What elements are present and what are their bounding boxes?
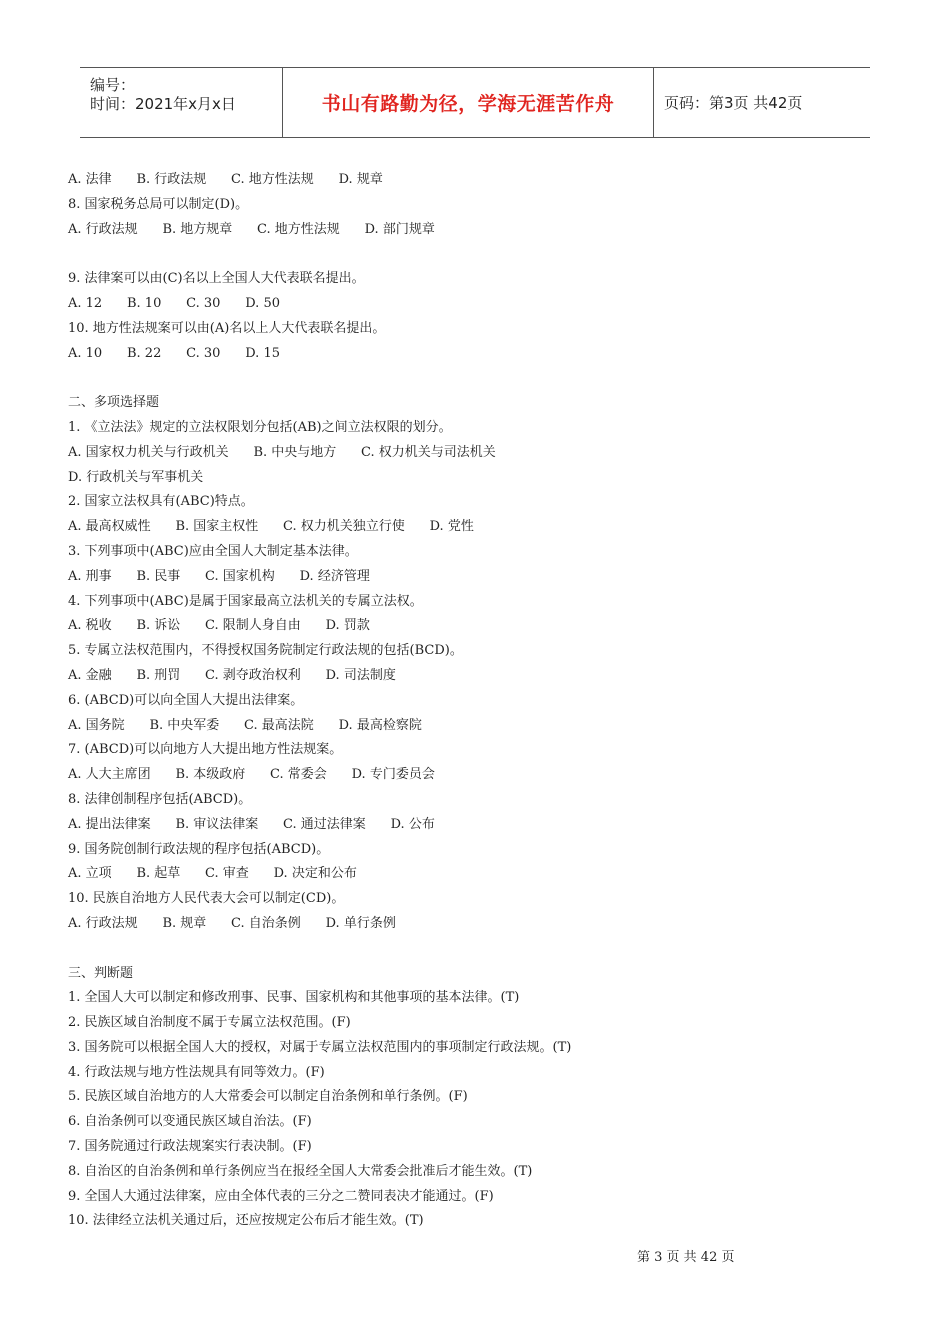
paragraph-gap (68, 937, 868, 962)
text-line: 三、判断题 (68, 965, 134, 981)
text-line: 2. 国家立法权具有(ABC)特点。 (68, 494, 254, 510)
paragraph-gap (68, 242, 868, 267)
text-line: 9. 全国人大通过法律案，应由全体代表的三分之二赞同表决才能通过。(F) (68, 1188, 494, 1204)
text-line: 5. 专属立法权范围内，不得授权国务院制定行政法规的包括(BCD)。 (68, 643, 463, 659)
text-line: A. 行政法规 B. 地方规章 C. 地方性法规 D. 部门规章 (68, 221, 435, 237)
document-body (68, 168, 868, 1234)
text-line: 10. 地方性法规案可以由(A)名以上人大代表联名提出。 (68, 320, 386, 336)
text-line: D. 行政机关与军事机关 (68, 469, 204, 485)
text-line: A. 12 B. 10 C. 30 D. 50 (68, 295, 280, 311)
text-line: 9. 法律案可以由(C)名以上全国人大代表联名提出。 (68, 271, 365, 287)
text-line: A. 立项 B. 起草 C. 审查 D. 决定和公布 (68, 866, 357, 882)
text-line: 4. 下列事项中(ABC)是属于国家最高立法机关的专属立法权。 (68, 593, 423, 609)
text-line: 4. 行政法规与地方性法规具有同等效力。(F) (68, 1064, 325, 1080)
header-page-info: 页码：第3页 共42页 (664, 94, 803, 112)
text-line: 1. 全国人大可以制定和修改刑事、民事、国家机构和其他事项的基本法律。(T) (68, 990, 520, 1006)
text-line: A. 金融 B. 刑罚 C. 剥夺政治权利 D. 司法制度 (68, 667, 396, 683)
text-line: 7. (ABCD)可以向地方人大提出地方性法规案。 (68, 742, 343, 758)
page-footer: 第 3 页 共 42 页 (637, 1250, 735, 1265)
text-line: A. 法律 B. 行政法规 C. 地方性法规 D. 规章 (68, 172, 383, 187)
text-line: 8. 法律创制程序包括(ABCD)。 (68, 791, 252, 807)
text-line: 9. 国务院创制行政法规的程序包括(ABCD)。 (68, 841, 330, 857)
text-line: A. 最高权威性 B. 国家主权性 C. 权力机关独立行使 D. 党性 (68, 519, 474, 535)
header-meta (80, 68, 283, 137)
header-motto: 书山有路勤为径，学海无涯苦作舟 (283, 68, 654, 137)
text-line: 8. 自治区的自治条例和单行条例应当在报经全国人大常委会批准后才能生效。(T) (68, 1163, 533, 1179)
text-line: 6. (ABCD)可以向全国人大提出法律案。 (68, 692, 304, 708)
text-line: 7. 国务院通过行政法规案实行表决制。(F) (68, 1139, 312, 1155)
text-line: 6. 自治条例可以变通民族区域自治法。(F) (68, 1114, 312, 1130)
text-line: A. 税收 B. 诉讼 C. 限制人身自由 D. 罚款 (68, 618, 370, 634)
text-line: 10. 民族自治地方人民代表大会可以制定(CD)。 (68, 891, 345, 907)
text-line: 2. 民族区域自治制度不属于专属立法权范围。(F) (68, 1015, 351, 1031)
time-label: 时间：2021年x月x日 (90, 95, 236, 113)
text-line: A. 行政法规 B. 规章 C. 自治条例 D. 单行条例 (68, 915, 396, 931)
text-line: 10. 法律经立法机关通过后，还应按规定公布后才能生效。(T) (68, 1213, 424, 1229)
page-header (80, 67, 870, 138)
text-line: 5. 民族区域自治地方的人大常委会可以制定自治条例和单行条例。(F) (68, 1089, 468, 1105)
text-line: 二、多项选择题 (68, 395, 160, 411)
text-line: A. 国家权力机关与行政机关 B. 中央与地方 C. 权力机关与司法机关 (68, 444, 496, 460)
text-line: 8. 国家税务总局可以制定(D)。 (68, 196, 249, 212)
text-line: A. 提出法律案 B. 审议法律案 C. 通过法律案 D. 公布 (68, 816, 435, 832)
text-line: A. 10 B. 22 C. 30 D. 15 (68, 345, 280, 361)
text-line: 1. 《立法法》规定的立法权限划分包括(AB)之间立法权限的划分。 (68, 419, 452, 435)
text-line: A. 国务院 B. 中央军委 C. 最高法院 D. 最高检察院 (68, 717, 422, 733)
text-line: A. 刑事 B. 民事 C. 国家机构 D. 经济管理 (68, 568, 370, 584)
paragraph-gap (68, 366, 868, 391)
text-line: 3. 国务院可以根据全国人大的授权，对属于专属立法权范围内的事项制定行政法规。(T) (68, 1039, 572, 1055)
text-line: 3. 下列事项中(ABC)应由全国人大制定基本法律。 (68, 543, 358, 559)
text-line: A. 人大主席团 B. 本级政府 C. 常委会 D. 专门委员会 (68, 767, 435, 783)
code-label: 编号： (90, 76, 136, 94)
